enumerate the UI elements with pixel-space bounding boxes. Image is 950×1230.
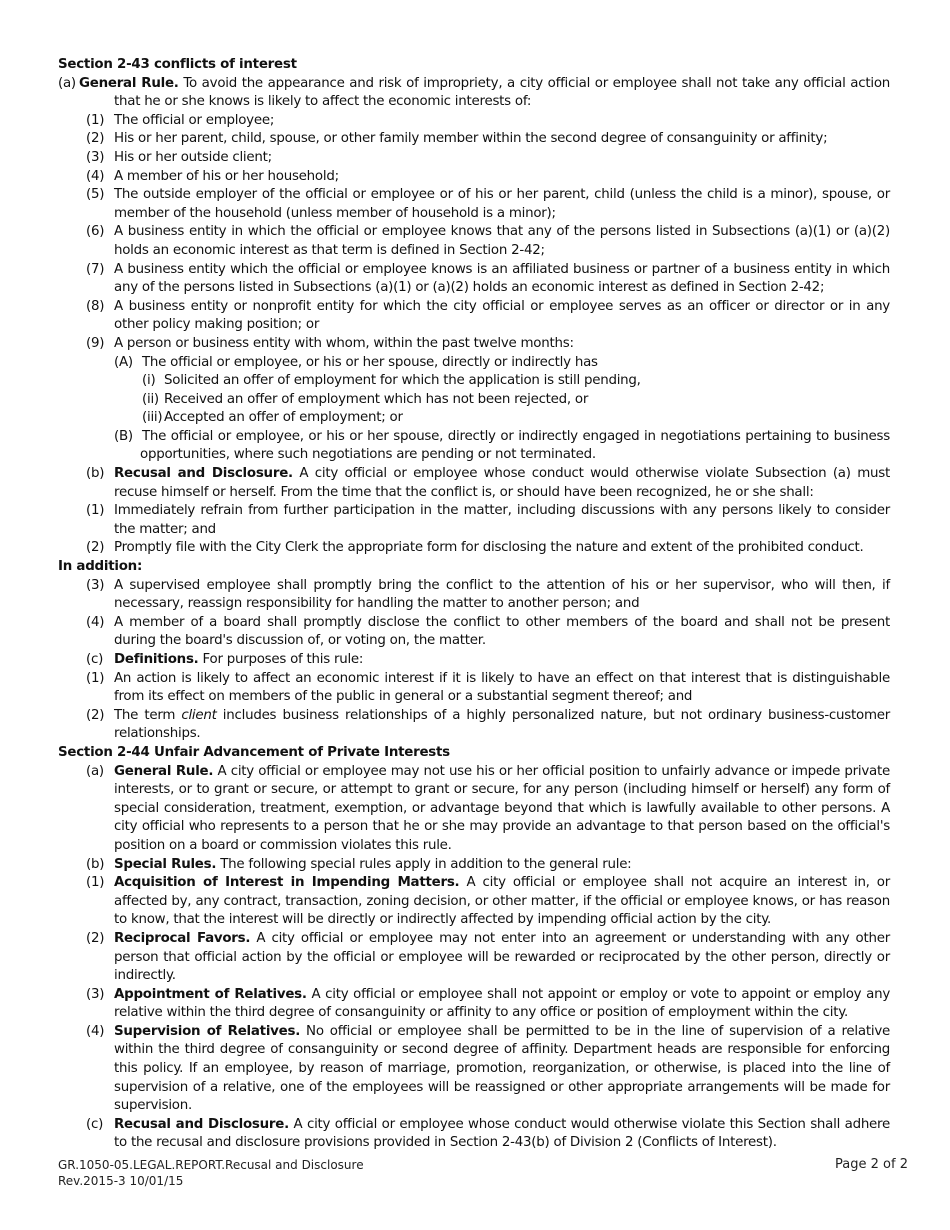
- page-number: Page 2 of 2: [835, 1157, 908, 1172]
- s243-a-item: (7) A business entity which the official or employee knows is an affiliated business or partner of a business entity in which any of the persons listed in Subsections (a)(1) or (a)(2) holds an economic interest as defined in Section 2-42;: [86, 261, 890, 296]
- s243-add3-item: (3) A supervised employee shall promptly bring the conflict to the attention of his or her supervisor, who will then, if necessary, reassign responsibility for handling the matter to another person; and: [86, 577, 890, 612]
- s243-a-item: (2) His or her parent, child, spouse, or other family member within the second degree of consanguinity or affinity;: [86, 131, 828, 147]
- s244-a-paragraph: (a) General Rule. A city official or employee may not use his or her official position to unfairly advance or impede private interests, or to grant or secure, or attempt to grant or secure, for any person (including himself or herself) any form of special consideration, treatment, exemption, or advantage beyond that which is lawfully available to other persons. A city official who represents to a person that he or she may provide an advantage to that person based on the official's position on a board or commission violates this rule.: [86, 763, 890, 853]
- in-addition-heading: In addition:: [58, 559, 143, 575]
- s243-a9-item: (9) A person or business entity with whom, within the past twelve months:: [86, 335, 574, 351]
- s244-b4-item: (4) Supervision of Relatives. No official or employee shall be permitted to be in the line of supervision of a relative within the third degree of consanguinity or second degree of affinity. Department heads are responsible for enforcing this policy. If an employee, by reason of marriage, promotion, reorganization, or otherwise, is placed into the line of supervision of a relative, one of the employees will be reassigned or other appropriate arrangements will be made for supervision.: [86, 1023, 890, 1114]
- s243-a-item: (4) A member of his or her household;: [86, 168, 339, 184]
- s244-b1-item: (1) Acquisition of Interest in Impending Matters. A city official or employee shall not acquire an interest in, or affected by, any contract, transaction, zoning decision, or other matter, if the official or employee knows, or has reason to know, that the interest will be directly or indirectly affected by impending official action by the city.: [86, 875, 890, 928]
- s243-a-item: (5) The outside employer of the official or employee or of his or her parent, child (unless the child is a minor), spouse, or member of the household (unless member of household is a minor);: [86, 187, 890, 221]
- s243-a-item: (8) A business entity or nonprofit entity for which the city official or employee serves as an officer or director or in any other policy making position; or: [86, 298, 890, 333]
- footer-doc-id: GR.1050-05.LEGAL.REPORT.Recusal and Disclosure: [58, 1158, 364, 1172]
- s243-b2-item: (2) Promptly file with the City Clerk the appropriate form for disclosing the nature and extent of the prohibited conduct.: [86, 540, 864, 556]
- s243-b1-item: (1) Immediately refrain from further participation in the matter, including discussions with any persons likely to consider the matter; and: [86, 503, 890, 537]
- s244-b-paragraph: (b) Special Rules. The following special rules apply in addition to the general rule:: [86, 856, 632, 872]
- s243-a9A-item: (A) The official or employee, or his or her spouse, directly or indirectly has: [114, 354, 598, 370]
- s243-b-paragraph: (b) Recusal and Disclosure. A city official or employee whose conduct would otherwise violate Subsection (a) must recuse himself or herself. From the time that the conflict is, or should have been recognized, he or she shall:: [86, 466, 890, 500]
- s243-a9A-i: (i) Solicited an offer of employment for which the application is still pending,: [142, 373, 641, 389]
- section-2-44-title: Section 2-44 Unfair Advancement of Private Interests: [58, 744, 450, 760]
- s243-a9B-item: (B) The official or employee, or his or her spouse, directly or indirectly engaged in negotiations pertaining to business opportunities, where such negotiations are pending or not terminated.: [114, 428, 890, 463]
- s243-add4-item: (4) A member of a board shall promptly disclose the conflict to other members of the board and shall not be present during the board's discussion of, or voting on, the matter.: [86, 614, 890, 649]
- s244-c-paragraph: (c) Recusal and Disclosure. A city official or employee whose conduct would otherwise violate this Section shall adhere to the recusal and disclosure provisions provided in Section 2-43(b) of Division 2 (Conflicts of Interest).: [86, 1116, 890, 1151]
- footer-revision: Rev.2015-3 10/01/15: [58, 1174, 184, 1188]
- s243-c-paragraph: (c) Definitions. For purposes of this rule:: [86, 652, 364, 667]
- s243-a9A-ii: (ii) Received an offer of employment which has not been rejected, or: [142, 391, 589, 407]
- s243-c1-item: (1) An action is likely to affect an economic interest if it is likely to have an effect on that interest that is distinguishable from its effect on members of the public in general or a substantial segment thereof; and: [86, 670, 890, 705]
- s244-b2-item: (2) Reciprocal Favors. A city official or employee may not enter into an agreement or understanding with any other person that official action by the official or employee will be rewarded or reciprocated by the other person, directly or indirectly.: [86, 930, 890, 984]
- s243-a-item: (1) The official or employee;: [86, 112, 275, 128]
- s243-c2-item: (2) The term client includes business relationships of a highly personalized nature, but not ordinary business-customer relationships.: [86, 707, 890, 742]
- s243-a-item: (3) His or her outside client;: [86, 149, 272, 165]
- s243-a9A-iii: (iii) Accepted an offer of employment; or: [142, 410, 403, 426]
- s244-b3-item: (3) Appointment of Relatives. A city official or employee shall not appoint or employ or vote to appoint or employ any relative within the third degree of consanguinity or affinity to any office or position of employment within the city.: [86, 986, 890, 1021]
- document-body: [58, 56, 890, 1153]
- section-2-43-title: Section 2-43 conflicts of interest: [58, 57, 297, 72]
- s243-a-item: (6) A business entity in which the official or employee knows that any of the persons listed in Subsections (a)(1) or (a)(2) holds an economic interest as that term is defined in Section 2-42;: [86, 224, 890, 258]
- page-footer: [58, 1157, 908, 1189]
- s243-a-paragraph: (a) General Rule. To avoid the appearance and risk of impropriety, a city official or employee shall not take any official action that he or she knows is likely to affect the economic interests of:: [58, 75, 891, 110]
